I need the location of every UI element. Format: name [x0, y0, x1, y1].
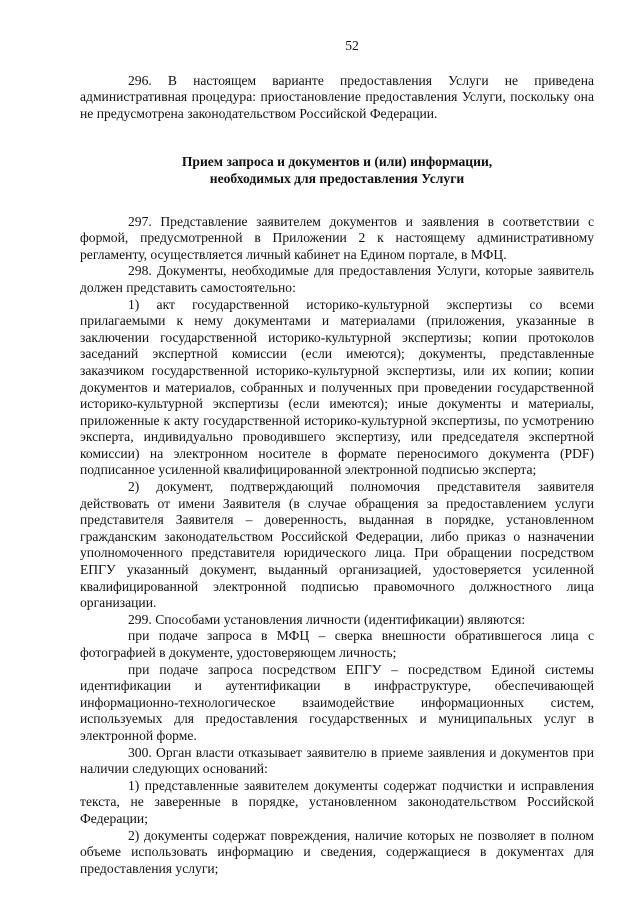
section-heading: [80, 154, 594, 187]
page-number: 52: [345, 38, 359, 53]
section-heading-line-2: необходимых для предоставления Услуги: [209, 170, 465, 186]
paragraph-299: 299. Способами установления личности (идентификации) являются:: [128, 611, 526, 627]
paragraph-300: 300. Орган власти отказывает заявителю в приеме заявления и документов при наличии следующих оснований:: [80, 744, 594, 777]
section-heading-line-1: Прием запроса и документов и (или) информации,: [181, 154, 493, 170]
paragraph-299-epgu: при подаче запроса посредством ЕПГУ – посредством Единой системы идентификации и аутентификации в инфраструктуре, обеспечивающей информационно-технологическое взаимодействие информационных систем, используемых для предоставления государственных и муниципальных услуг в электронной форме.: [80, 661, 594, 743]
paragraph-300-item-2: 2) документы содержат повреждения, наличие которых не позволяет в полном объеме использовать информацию и сведения, содержащиеся в документах для предоставления услуги;: [80, 827, 594, 876]
paragraph-296: 296. В настоящем варианте предоставления Услуги не приведена административная процедура: приостановление предоставления Услуги, поскольку она не предусмотрена законодательством Российской Федерации.: [80, 72, 594, 121]
paragraph-298: 298. Документы, необходимые для предоставления Услуги, которые заявитель должен представить самостоятельно:: [80, 263, 594, 295]
paragraph-298-item-1: 1) акт государственной историко-культурной экспертизы со всеми прилагаемыми к нему документами и материалами (приложения, указанные в заключении государственной историко-культурной экспертизы; копии протоколов заседаний экспертной комиссии (если имеются); документы, представленные заказчиком государственной историко-культурной экспертизы, или их копии; копии документов и материалов, собранных и полученных при проведении государственной историко-культурной экспертизы (если имеются); иные документы и материалы, приложенные к акту государственной историко-культурной экспертизы, по усмотрению эксперта, индивидуально проводившего экспертизу, или председателя экспертной комиссии) на электронном носителе в формате переносимого документа (PDF) подписанное усиленной квалифицированной электронной подписью эксперта;: [80, 296, 594, 478]
paragraph-299-mfc: при подаче запроса в МФЦ – сверка внешности обратившегося лица с фотографией в документе, удостоверяющем личность;: [80, 628, 594, 660]
paragraph-297: 297. Представление заявителем документов и заявления в соответствии с формой, предусмотренной в Приложении 2 к настоящему административному регламенту, осуществляется личный кабинет на Едином портале, в МФЦ.: [80, 213, 594, 262]
paragraph-300-item-1: 1) представленные заявителем документы содержат подчистки и исправления текста, не заверенные в порядке, установленном законодательством Российской Федерации;: [80, 777, 594, 826]
paragraph-298-item-2: 2) документ, подтверждающий полномочия представителя заявителя действовать от имени Заявителя (в случае обращения за предоставлением услуги представителя Заявителя – доверенность, выданная в порядке, установленном гражданским законодательством Российской Федерации, либо приказ о назначении уполномоченного представителя юридического лица. При обращении посредством ЕПГУ указанный документ, выданный организацией, удостоверяется усиленной квалифицированной электронной подписью правомочного должностного лица организации.: [80, 479, 594, 611]
